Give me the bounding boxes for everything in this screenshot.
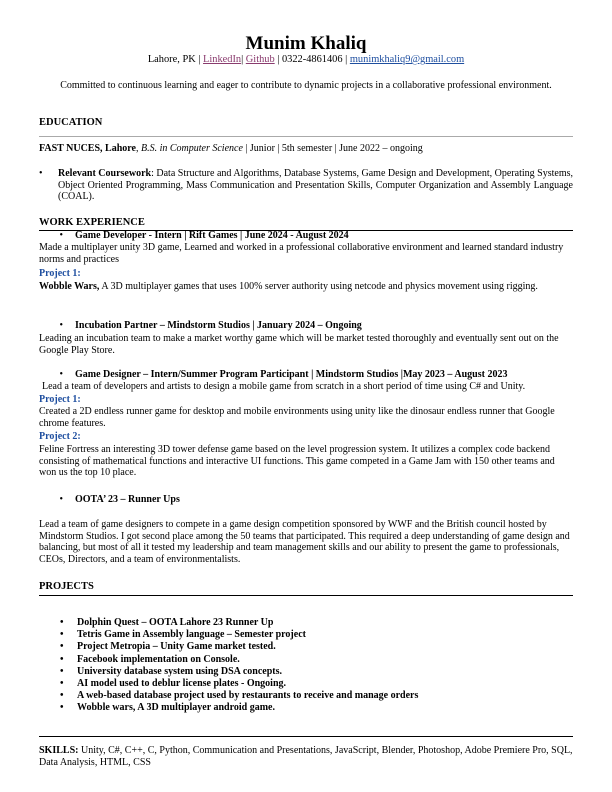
- bullet: •: [59, 230, 63, 241]
- job4-title-text: OOTA’ 23 – Runner Ups: [75, 494, 180, 505]
- degree: B.S. in Computer Science: [140, 143, 243, 154]
- job3-project1-desc: Created a 2D endless runner game for desktop and mobile environments using unity like the dinosaur endless runner that Google chrome features.: [39, 406, 555, 429]
- job3-title: [39, 369, 573, 381]
- job1-title-text: Game Developer - Intern | Rift Games | June 2024 - August 2024: [75, 230, 349, 241]
- job4-desc: Lead a team of game designers to compete in a game design competition sponsored by WWF and the British council hosted by Mindstorm Studios. I got second place among the 50 teams that participated. This required a deep understanding of game design and balancing, but most of all it tested my leadership and team management skills and our ability to present the game to professionals, CEOs, Directors, and a team of environmentalists.: [39, 519, 570, 565]
- bullet: •: [59, 369, 63, 380]
- job1-project-label: Project 1:: [39, 268, 81, 279]
- job2-title-text: Incubation Partner – Mindstorm Studios | January 2024 – Ongoing: [75, 320, 362, 331]
- candidate-name: Munim Khaliq: [245, 33, 367, 54]
- list-item: • AI model used to deblur license plates - Ongoing.: [77, 678, 418, 690]
- projects-divider: [39, 595, 573, 596]
- job1-desc: Made a multiplayer unity 3D game, Learned and worked in a professional collaborative environment and learned standard industry norms and practices: [39, 242, 564, 265]
- job3-project2-label: Project 2:: [39, 431, 81, 442]
- coursework-text: : Data Structure and Algorithms, Database Systems, Game Design and Development, Operating Systems, Object Oriented Programming, Mass Communication and Presentation Skills, Computer Organization and Assembly Language (COAL).: [58, 168, 573, 203]
- job1-project-desc: A 3D multiplayer games that uses 100% server authority using netcode and physics movement using rigging.: [99, 281, 538, 292]
- job1-title: [39, 230, 573, 242]
- objective-statement: Committed to continuous learning and eager to contribute to dynamic projects in a collaborative professional environment.: [60, 80, 552, 91]
- list-item: • Dolphin Quest – OOTA Lahore 23 Runner Up: [77, 617, 418, 629]
- job3-project2-desc: Feline Fortress an interesting 3D tower defense game based on the level progression system. It utilizes a complex code backend consisting of mathematical functions and interactive UI functions. This game competed in a Game Jam with 150 other teams and won us the top 10 place.: [39, 444, 555, 479]
- work-heading: WORK EXPERIENCE: [39, 217, 145, 228]
- coursework-label: Relevant Coursework: [58, 168, 152, 179]
- phone: 0322-4861406: [281, 54, 343, 65]
- job4-title: [39, 494, 573, 506]
- coursework: [58, 168, 573, 203]
- education-entry: FAST NUCES, Lahore, B.S. in Computer Science | Junior | 5th semester | June 2022 – ongoing: [39, 143, 423, 154]
- school-name: FAST NUCES, Lahore: [39, 143, 136, 154]
- projects-list: [77, 617, 418, 715]
- list-item: • Project Metropia – Unity Game market tested.: [77, 641, 418, 653]
- list-item: • University database system using DSA concepts.: [77, 666, 418, 678]
- list-item: • Wobble wars, A 3D multiplayer android game.: [77, 702, 418, 714]
- job1-project-name: Wobble Wars,: [39, 281, 100, 292]
- skills-text: Unity, C#, C++, C, Python, Communication and Presentations, JavaScript, Blender, Photoshop, Adobe Premiere Pro, SQL, Data Analysis, HTML, CSS: [39, 745, 573, 768]
- job1-project: [39, 281, 573, 293]
- job3-title-text: Game Designer – Intern/Summer Program Participant | Mindstorm Studios |May 2023 – August 2023: [75, 369, 508, 380]
- list-item: • A web-based database project used by restaurants to receive and manage orders: [77, 690, 418, 702]
- skills-divider: [39, 736, 573, 737]
- github-link[interactable]: Github: [245, 54, 275, 65]
- contact-line: Lahore, PK | LinkedIn| Github | 0322-4861406 | munimkhaliq9@gmail.com: [147, 54, 465, 65]
- location: Lahore, PK: [147, 54, 196, 65]
- skills: [39, 745, 573, 768]
- job3-desc: Lead a team of developers and artists to design a mobile game from scratch in a short period of time using C# and Unity.: [42, 381, 526, 392]
- skills-label: SKILLS:: [39, 745, 79, 756]
- bullet: •: [59, 320, 63, 331]
- job2-title: [39, 320, 573, 332]
- linkedin-link[interactable]: LinkedIn: [203, 54, 242, 65]
- list-item: • Facebook implementation on Console.: [77, 654, 418, 666]
- bullet: •: [59, 494, 63, 505]
- coursework-bullet: •: [39, 168, 43, 179]
- list-item: • Tetris Game in Assembly language – Semester project: [77, 629, 418, 641]
- job2-desc: Leading an incubation team to make a market worthy game which will be market tested thoroughly and eventually sent out on the Google Play Store.: [39, 333, 559, 356]
- projects-heading: PROJECTS: [39, 581, 94, 592]
- email-link[interactable]: munimkhaliq9@gmail.com: [349, 54, 465, 65]
- education-divider: [39, 136, 573, 137]
- education-details: | Junior | 5th semester | June 2022 – ongoing: [242, 143, 423, 154]
- job3-project1-label: Project 1:: [39, 394, 81, 405]
- education-heading: EDUCATION: [39, 117, 103, 128]
